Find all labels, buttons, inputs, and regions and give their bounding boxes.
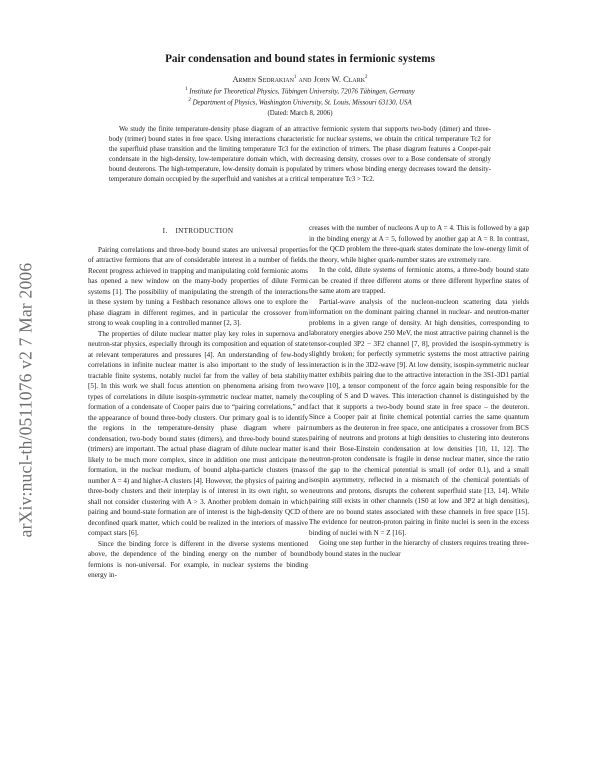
body-paragraph: Partial-wave analysis of the nucleon-nucleon scattering data yields information on the dominant pairing channel in nuclear- and neutron-matter problems in a given range of density. At high densities, corresponding to laboratory energies above 250 MeV, the most attractive pairing channel is the tensor-coupled 3P2 − 3F2 channel [7, 8], provided the isospin-symmetry is slightly broken; for perfectly symmetric systems the most attractive pairing interaction is in the 3D2-wave [9]. At low density, isospin-symmetric nuclear matter exhibits pairing due to the attractive interaction in the 3S1-3D1 partial wave [10], a tensor component of the force again being responsible for the coupling of S and D waves. This interaction channel is distinguished by the fact that it supports a two-body bound state in free space – the deuteron. Since a Cooper pair at finite chemical potential carries the same quantum numbers as the deuteron in free space, one anticipates a crossover from BCS pairing of neutrons and protons at high densities to clustering into deuterons and their Bose-Einstein condensation at low densities [10, 11, 12]. The neutron-proton condensate is fragile in dense nuclear matter, since the ratio of the gap to the chemical potential is small (of order 0.1), and a small isospin asymmetry, reflected in a mismatch of the chemical potentials of neutrons and protons, disrupts the coherent superfluid state [13, 14]. While pairing still exists in other channels (1S0 at low and 3P2 at high densities), there are no bound states associated with these channels in free space [15]. The evidence for neutron-proton pairing in finite nuclei is seen in the excess binding of nuclei with N = Z [16]. xyxy=(309,297,529,537)
left-column xyxy=(88,223,308,581)
author-name: John W. Clark xyxy=(313,75,366,84)
paper-title: Pair condensation and bound states in fermionic systems xyxy=(165,53,435,65)
arxiv-identifier: arXiv:nucl-th/0511076 v2 7 Mar 2006 xyxy=(15,262,36,538)
abstract: We study the finite temperature-density phase diagram of an attractive fermionic system that supports two-body (dimer) and three-body (trimer) bound states in free space. Using interactions characteristic for nuclear systems, we obtain the critical temperature Tc2 for the superfluid phase transition and the limiting temperature Tc3 for the extinction of trimers. The phase diagram features a Cooper-pair condensate in the high-density, low-temperature domain which, with decreasing density, crosses over to a Bose condensate of strongly bound deuterons. The high-temperature, low-density domain is populated by trimers whose binding energy decreases toward the density-temperature domain occupied by the superfluid and vanishes at a critical temperature Tc3 > Tc2. xyxy=(109,126,491,184)
author-separator: and xyxy=(296,75,314,84)
body-paragraph: creases with the number of nucleons A up to A = 4. This is followed by a gap in the binding energy at A = 5, followed by another gap at A = 8. In contrast, for the QCD problem the three-quark states dominate the low-energy limit of the theory, while higher quark-number states are extremely rare. xyxy=(309,224,529,264)
section-heading xyxy=(88,223,308,237)
body-paragraph: Since the binding force is different in the diverse systems mentioned above, the dependence of the binding energy on the number of bound fermions is non-universal. For example, in nuclear systems the binding energy in- xyxy=(88,539,308,579)
affiliation-text: Institute for Theoretical Physics, Tübingen University, 72076 Tübingen, Germany xyxy=(189,88,415,96)
author-name: Armen Sedrakian xyxy=(232,75,294,84)
section-title: INTRODUCTION xyxy=(175,227,234,235)
date-line: (Dated: March 8, 2006) xyxy=(267,110,333,117)
affiliation-number: 1 xyxy=(185,87,188,92)
section-number: I. xyxy=(162,227,168,235)
body-paragraph: In the cold, dilute systems of fermionic atoms, a three-body bound state can be created if three different atoms or three different hyperfine states of the same atom are trapped. xyxy=(309,266,529,295)
body-paragraph: Going one step further in the hierarchy of clusters requires treating three-body bound states in the nuclear xyxy=(309,539,529,558)
affiliation-number: 2 xyxy=(188,98,191,103)
affiliation-marker: 1 xyxy=(293,75,297,81)
body-paragraph: The properties of dilute nuclear matter play key roles in supernova and neutron-star physics, especially through its composition and equation of state at relevant temperatures and pressures [4]. An understanding of few-body correlations in infinite nuclear matter is also important to the study of less tractable finite systems, notably nuclei far from the valley of beta stability [5]. In this work we shall focus attention on phenomena arising from two types of correlations in dilute isospin-symmetric nuclear matter, namely the formation of a condensate of Cooper pairs due to “pairing correlations,” and the appearance of bound three-body clusters. Our primary goal is to identify the regions in the temperature-density phase diagram where pair condensation, two-body bound states (dimers), and three-body bound states (trimers) are important. The actual phase diagram of dilute nuclear matter is likely to be much more complex, since in addition one must anticipate the formation, in the nuclear medium, of bound alpha-particle clusters (mass number A = 4) and higher-A clusters [4]. However, the physics of pairing and three-body clusters and their interplay is of interest in its own right, so we shall not consider clustering with A > 3. Another problem domain in which pairing and bound-state formation are of interest is the high-density QCD of deconfined quark matter, which could be realized in the interiors of massive compact stars [6]. xyxy=(88,329,308,537)
body-paragraph: Pairing correlations and three-body bound states are universal properties of attractive fermions that are of considerable interest in a number of fields. Recent progress achieved in trapping and manipulating cold fermionic atoms has opened a new window on the many-body properties of dilute Fermi systems [1]. The possibility of manipulating the strength of the interactions in these system by tuning a Feshbach resonance allows one to explore the phase diagram in different regimes, and in particular the crossover from strong to weak coupling in a controlled manner [2, 3]. xyxy=(88,245,308,327)
authors xyxy=(0,75,600,84)
affiliation xyxy=(0,87,600,95)
affiliation-marker: 2 xyxy=(365,75,368,81)
affiliation-text: Department of Physics, Washington University, St. Louis, Missouri 63130, USA xyxy=(192,99,412,107)
right-column xyxy=(309,223,529,559)
affiliation xyxy=(0,98,600,106)
